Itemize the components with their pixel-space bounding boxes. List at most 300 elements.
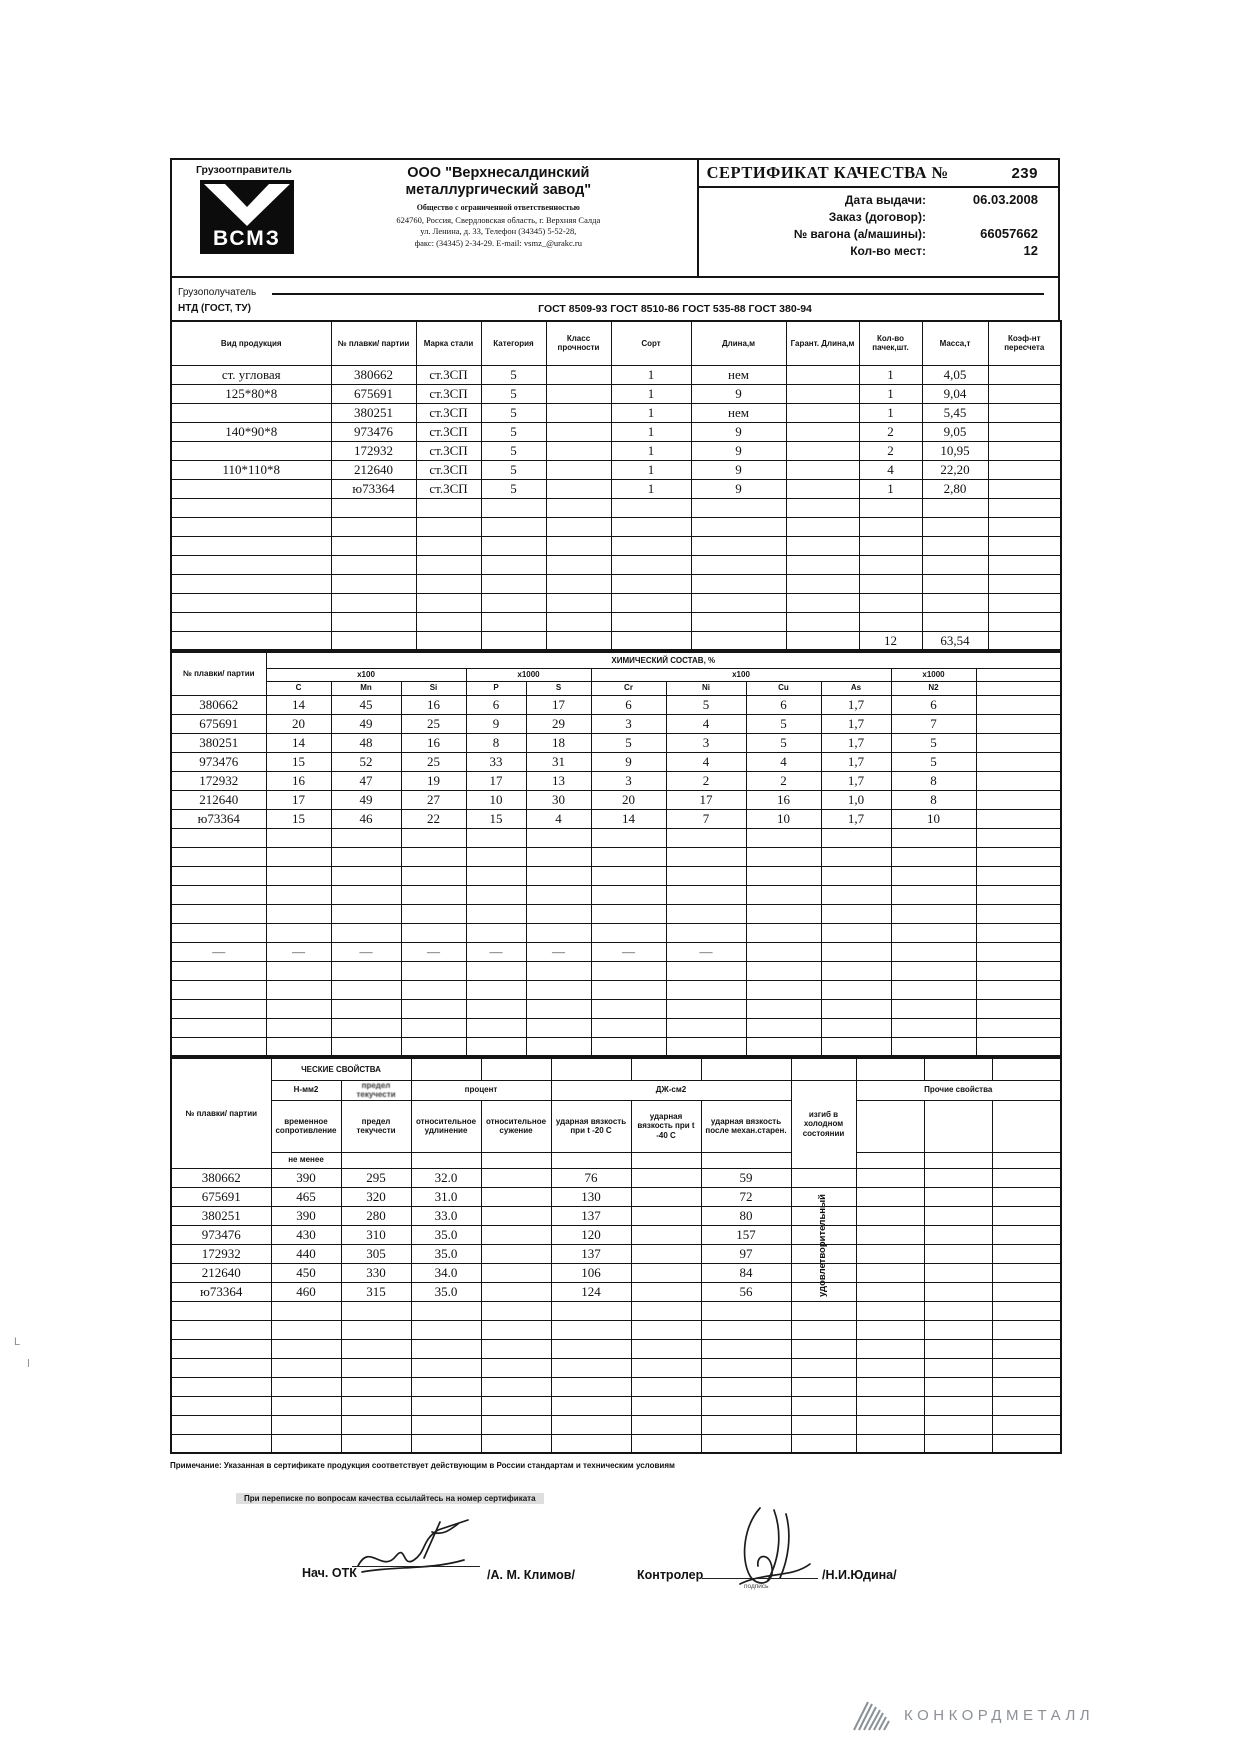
table-cell <box>924 1339 992 1358</box>
table-cell <box>526 980 591 999</box>
table-cell <box>266 847 331 866</box>
table-cell <box>988 422 1061 441</box>
table-cell <box>526 923 591 942</box>
table-cell: 34.0 <box>411 1263 481 1282</box>
scan-dash-cell: — <box>591 942 666 961</box>
table-cell <box>481 1263 551 1282</box>
table-cell <box>856 1320 924 1339</box>
table-cell: ст. угловая <box>171 365 331 384</box>
table-cell: 16 <box>746 790 821 809</box>
table-cell <box>891 961 976 980</box>
certificate-field-value: 12 <box>1023 243 1038 258</box>
table-cell <box>631 1320 701 1339</box>
table-cell <box>666 847 746 866</box>
table-row <box>171 809 1061 828</box>
table-cell <box>481 536 546 555</box>
column-header <box>481 1058 551 1080</box>
table-cell <box>691 498 786 517</box>
table-cell <box>546 403 611 422</box>
table-row <box>171 1377 1061 1396</box>
table-cell <box>924 1320 992 1339</box>
table-cell <box>481 1320 551 1339</box>
table-cell: 460 <box>271 1282 341 1301</box>
table-cell: нем <box>691 403 786 422</box>
table-cell <box>631 1206 701 1225</box>
table-cell <box>266 828 331 847</box>
column-header <box>992 1152 1061 1168</box>
group-header: процент <box>411 1080 551 1100</box>
table-cell: 16 <box>401 695 466 714</box>
table-cell: 320 <box>341 1187 411 1206</box>
table-cell <box>271 1377 341 1396</box>
table-cell <box>171 1415 271 1434</box>
scan-dash-cell: — <box>526 942 591 961</box>
table-cell <box>401 1037 466 1056</box>
table-cell <box>171 1358 271 1377</box>
table-cell <box>821 866 891 885</box>
bend-result-vertical <box>790 1160 855 1330</box>
bend-column-header: изгиб в холодном состоянии <box>791 1080 856 1168</box>
table-cell <box>401 1018 466 1037</box>
table-cell: 72 <box>701 1187 791 1206</box>
table-cell <box>746 999 821 1018</box>
table-cell: 4 <box>526 809 591 828</box>
table-cell <box>691 555 786 574</box>
table-cell: 14 <box>591 809 666 828</box>
company-name-line1: ООО "Верхнесалдинский <box>407 165 590 181</box>
column-header <box>631 1058 701 1080</box>
table-cell <box>546 498 611 517</box>
certificate-field-label: № вагона (а/машины): <box>793 226 926 241</box>
table-cell <box>591 866 666 885</box>
table-cell: 16 <box>266 771 331 790</box>
scan-dash-cell: — <box>266 942 331 961</box>
table-cell <box>992 1434 1061 1453</box>
table-cell: 10 <box>466 790 526 809</box>
table-row <box>171 1434 1061 1453</box>
table-cell: ст.3СП <box>416 365 481 384</box>
table-cell <box>526 1018 591 1037</box>
table-cell <box>891 1037 976 1056</box>
table-cell: 7 <box>666 809 746 828</box>
table-cell <box>791 1358 856 1377</box>
table-cell <box>551 1320 631 1339</box>
header-box <box>170 158 1060 278</box>
table-cell <box>701 1434 791 1453</box>
table-cell: 27 <box>401 790 466 809</box>
table-cell <box>786 536 859 555</box>
column-header: S <box>526 681 591 695</box>
table-cell <box>976 828 1061 847</box>
table-cell <box>411 1415 481 1434</box>
table-cell: 45 <box>331 695 401 714</box>
table-cell <box>266 904 331 923</box>
table-cell <box>922 593 988 612</box>
scan-dash-cell: — <box>171 942 266 961</box>
table-cell <box>746 847 821 866</box>
table-cell: 4 <box>746 752 821 771</box>
table-cell <box>331 536 416 555</box>
table-cell <box>331 555 416 574</box>
table-cell: 5 <box>891 733 976 752</box>
table-cell <box>988 365 1061 384</box>
table-cell <box>171 1018 266 1037</box>
table-cell <box>466 828 526 847</box>
table-cell <box>666 866 746 885</box>
table-cell: 5 <box>481 422 546 441</box>
table-cell: 6 <box>746 695 821 714</box>
controller-label: Контролер <box>637 1568 704 1582</box>
group-header: Прочие свойства <box>856 1080 1061 1100</box>
column-header <box>856 1058 924 1080</box>
table-cell: 973476 <box>171 752 266 771</box>
table-cell <box>821 942 891 961</box>
table-cell: 1 <box>611 422 691 441</box>
column-header: Cu <box>746 681 821 695</box>
table-cell <box>481 1301 551 1320</box>
table-row <box>171 498 1061 517</box>
certificate-field-label: Кол-во мест: <box>850 243 926 258</box>
table-cell <box>746 961 821 980</box>
table-cell: ст.3СП <box>416 422 481 441</box>
certificate-document <box>170 158 1060 1506</box>
table-cell <box>988 384 1061 403</box>
table-cell <box>859 498 922 517</box>
table-cell: 130 <box>551 1187 631 1206</box>
table-cell <box>341 1415 411 1434</box>
table-cell <box>411 1396 481 1415</box>
table-cell <box>856 1244 924 1263</box>
table-cell: 380251 <box>171 1206 271 1225</box>
table-cell <box>746 828 821 847</box>
table-row <box>171 681 1061 695</box>
table-cell: 1 <box>859 365 922 384</box>
table-cell <box>416 498 481 517</box>
column-header <box>481 1152 551 1168</box>
table-cell: 5 <box>746 733 821 752</box>
column-header: Гарант. Длина,м <box>786 321 859 365</box>
table-cell <box>891 980 976 999</box>
table-cell: 9 <box>691 384 786 403</box>
table-row <box>171 652 1061 668</box>
table-cell: 10,95 <box>922 441 988 460</box>
table-cell: 3 <box>666 733 746 752</box>
table-cell <box>924 1263 992 1282</box>
table-cell <box>988 536 1061 555</box>
table-cell: 157 <box>701 1225 791 1244</box>
group-header: ДЖ-см2 <box>551 1080 791 1100</box>
table-cell <box>856 1187 924 1206</box>
table-cell: 32.0 <box>411 1168 481 1187</box>
table-cell <box>924 1434 992 1453</box>
table-cell <box>481 1377 551 1396</box>
certificate-field <box>699 191 1058 208</box>
certificate-title: СЕРТИФИКАТ КАЧЕСТВА № <box>706 163 949 182</box>
table-cell <box>171 1301 271 1320</box>
table-cell <box>922 612 988 631</box>
table-cell <box>416 536 481 555</box>
table-cell: 390 <box>271 1168 341 1187</box>
table-cell: 310 <box>341 1225 411 1244</box>
controller-signature-line <box>702 1578 818 1579</box>
table-cell: 973476 <box>331 422 416 441</box>
table-cell <box>481 1244 551 1263</box>
table-cell <box>171 1434 271 1453</box>
table-cell <box>666 923 746 942</box>
table-cell <box>924 1358 992 1377</box>
table-cell <box>341 1320 411 1339</box>
table-cell <box>591 1018 666 1037</box>
table-cell <box>481 1187 551 1206</box>
note-line1: Примечание: Указанная в сертификате продукция соответствует действующим в России стандартам и техническим условиям <box>170 1461 675 1470</box>
table-cell <box>331 612 416 631</box>
table-cell <box>526 866 591 885</box>
table-cell: 13 <box>526 771 591 790</box>
table-row <box>171 828 1061 847</box>
table-cell <box>821 1018 891 1037</box>
table-cell <box>591 1037 666 1056</box>
table-cell <box>466 1037 526 1056</box>
table-cell <box>666 1037 746 1056</box>
table-cell <box>411 1358 481 1377</box>
table-cell: 2 <box>859 441 922 460</box>
table-cell: 5 <box>481 365 546 384</box>
table-row <box>171 403 1061 422</box>
table-cell <box>331 961 401 980</box>
table-cell: 10 <box>746 809 821 828</box>
table-row <box>171 847 1061 866</box>
table-cell <box>891 828 976 847</box>
column-header: предел текучести <box>341 1100 411 1152</box>
table-cell <box>976 771 1061 790</box>
table-cell: 1,7 <box>821 695 891 714</box>
table-cell <box>271 1301 341 1320</box>
table-cell <box>922 498 988 517</box>
table-row <box>171 365 1061 384</box>
table-cell: 56 <box>701 1282 791 1301</box>
column-header: Сорт <box>611 321 691 365</box>
table-cell <box>786 498 859 517</box>
table-cell <box>271 1320 341 1339</box>
table-cell: 5 <box>666 695 746 714</box>
table-cell <box>988 574 1061 593</box>
table-cell <box>856 1434 924 1453</box>
table-cell <box>546 384 611 403</box>
table-cell <box>526 904 591 923</box>
column-header <box>701 1152 791 1168</box>
table-cell <box>611 517 691 536</box>
table-cell <box>631 1415 701 1434</box>
table-cell <box>481 612 546 631</box>
table-cell: 1 <box>611 441 691 460</box>
table-cell <box>416 612 481 631</box>
table-cell: 10 <box>891 809 976 828</box>
table-cell <box>992 1225 1061 1244</box>
table-cell: 17 <box>666 790 746 809</box>
table-cell <box>786 384 859 403</box>
certificate-field-label: Заказ (договор): <box>828 209 926 224</box>
table-cell: 5 <box>746 714 821 733</box>
table-cell <box>992 1358 1061 1377</box>
table-cell: 29 <box>526 714 591 733</box>
chemical-composition-table <box>170 651 1062 1057</box>
table-cell: 106 <box>551 1263 631 1282</box>
column-header: C <box>266 681 331 695</box>
table-row <box>171 593 1061 612</box>
table-cell <box>976 790 1061 809</box>
column-header <box>701 1058 791 1080</box>
table-cell <box>891 866 976 885</box>
table-cell: 5 <box>481 441 546 460</box>
column-header: Категория <box>481 321 546 365</box>
column-header: Mn <box>331 681 401 695</box>
table-cell <box>171 574 331 593</box>
column-header: ударная вязкость после механ.старен. <box>701 1100 791 1152</box>
table-row <box>171 1339 1061 1358</box>
table-cell <box>416 517 481 536</box>
table-cell: 305 <box>341 1244 411 1263</box>
table-row <box>171 574 1061 593</box>
table-cell <box>746 866 821 885</box>
table-row <box>171 631 1061 650</box>
table-cell: 22,20 <box>922 460 988 479</box>
column-header: № плавки/ партии <box>331 321 416 365</box>
watermark <box>850 1696 1094 1734</box>
table-cell <box>546 460 611 479</box>
column-header: Ni <box>666 681 746 695</box>
table-cell <box>341 1358 411 1377</box>
table-cell <box>786 460 859 479</box>
total-cell <box>331 631 416 650</box>
table-cell <box>401 961 466 980</box>
table-cell <box>416 593 481 612</box>
table-cell <box>746 923 821 942</box>
table-cell <box>466 961 526 980</box>
table-cell: 390 <box>271 1206 341 1225</box>
table-cell <box>171 999 266 1018</box>
table-cell <box>976 961 1061 980</box>
table-cell <box>992 1377 1061 1396</box>
table-cell <box>546 441 611 460</box>
table-cell: 5 <box>481 479 546 498</box>
products-table <box>170 320 1062 651</box>
table-cell <box>791 1377 856 1396</box>
table-cell <box>481 1225 551 1244</box>
consignee-row <box>170 278 1060 300</box>
table-cell <box>481 1282 551 1301</box>
table-cell: 49 <box>331 790 401 809</box>
company-address <box>304 215 693 249</box>
table-cell <box>266 961 331 980</box>
table-row <box>171 1263 1061 1282</box>
table-cell <box>171 555 331 574</box>
table-cell: 5 <box>891 752 976 771</box>
table-cell <box>341 1434 411 1453</box>
table-cell <box>701 1301 791 1320</box>
controller-signature <box>716 1502 820 1596</box>
table-cell <box>856 1225 924 1244</box>
table-cell: 31 <box>526 752 591 771</box>
table-cell <box>924 1377 992 1396</box>
company-address-line3: факс: (34345) 2-34-29. E-mail: vsmz_@urakc.ru <box>414 237 582 248</box>
table-cell <box>171 593 331 612</box>
table-cell <box>821 999 891 1018</box>
table-cell <box>631 1244 701 1263</box>
table-cell <box>891 1018 976 1037</box>
table-row <box>171 555 1061 574</box>
table-cell <box>551 1301 631 1320</box>
table-cell <box>171 980 266 999</box>
table-cell <box>791 1339 856 1358</box>
group-header: x100 <box>266 668 466 681</box>
table-cell <box>924 1168 992 1187</box>
table-row <box>171 752 1061 771</box>
column-header <box>791 1058 856 1080</box>
table-cell <box>481 593 546 612</box>
table-cell <box>331 828 401 847</box>
table-cell <box>988 555 1061 574</box>
table-row <box>171 961 1061 980</box>
table-cell <box>546 574 611 593</box>
table-cell <box>591 961 666 980</box>
table-row <box>171 1206 1061 1225</box>
table-cell <box>481 1206 551 1225</box>
table-cell <box>466 999 526 1018</box>
table-cell <box>401 980 466 999</box>
table-cell: 440 <box>271 1244 341 1263</box>
table-row <box>171 1058 1061 1080</box>
column-header: № плавки/ партии <box>171 652 266 695</box>
table-cell <box>922 555 988 574</box>
table-cell <box>171 828 266 847</box>
table-cell <box>746 942 821 961</box>
ntd-value: ГОСТ 8509-93 ГОСТ 8510-86 ГОСТ 535-88 ГОСТ 380-94 <box>538 303 812 315</box>
table-cell: 31.0 <box>411 1187 481 1206</box>
table-cell <box>526 1037 591 1056</box>
table-cell: 30 <box>526 790 591 809</box>
table-cell <box>988 479 1061 498</box>
table-cell: 84 <box>701 1263 791 1282</box>
table-cell <box>988 612 1061 631</box>
table-cell: 9,04 <box>922 384 988 403</box>
group-header <box>976 668 1061 681</box>
table-cell <box>171 498 331 517</box>
table-cell <box>856 1358 924 1377</box>
column-header <box>976 681 1061 695</box>
table-cell <box>466 923 526 942</box>
table-cell <box>786 441 859 460</box>
table-cell <box>821 1037 891 1056</box>
table-cell: ю73364 <box>171 809 266 828</box>
table-cell: 212640 <box>171 790 266 809</box>
table-cell <box>266 1037 331 1056</box>
table-cell <box>992 1263 1061 1282</box>
table-cell: 8 <box>466 733 526 752</box>
table-cell <box>611 593 691 612</box>
table-cell <box>631 1301 701 1320</box>
table-cell <box>551 1396 631 1415</box>
table-cell <box>546 479 611 498</box>
table-row <box>171 668 1061 681</box>
table-row <box>171 1301 1061 1320</box>
table-cell: 2,80 <box>922 479 988 498</box>
table-cell <box>611 555 691 574</box>
table-cell <box>171 612 331 631</box>
table-cell <box>976 714 1061 733</box>
table-cell <box>171 1037 266 1056</box>
table-cell <box>546 422 611 441</box>
table-cell <box>746 904 821 923</box>
